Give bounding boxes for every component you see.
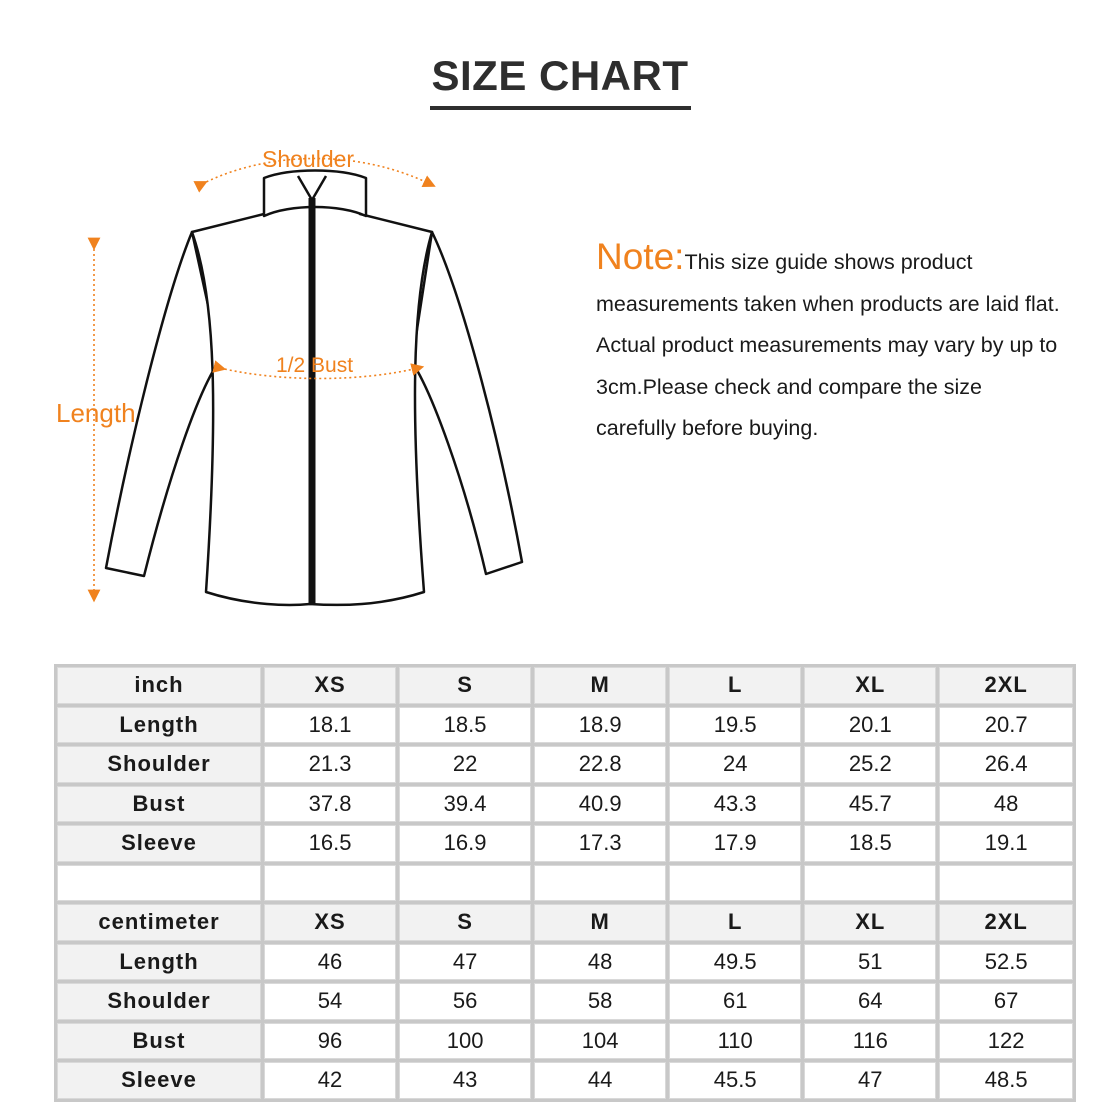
table-cell: 44	[534, 1062, 666, 1099]
table-row	[57, 1062, 1073, 1099]
unit-header-cm: centimeter	[57, 904, 261, 941]
size-header: L	[669, 904, 801, 941]
jacket-outline-icon	[40, 130, 560, 630]
row-label: Length	[57, 707, 261, 744]
spacer-cell	[264, 865, 396, 902]
table-cell: 51	[804, 944, 936, 981]
table-cell: 122	[939, 1023, 1073, 1060]
spacer-cell	[57, 865, 261, 902]
size-header: XS	[264, 904, 396, 941]
table-cell: 46	[264, 944, 396, 981]
spacer-cell	[399, 865, 531, 902]
size-header: M	[534, 667, 666, 704]
table-cell: 47	[399, 944, 531, 981]
table-cell: 25.2	[804, 746, 936, 783]
table-header-row	[57, 667, 1073, 704]
jacket-diagram	[40, 130, 560, 630]
note-heading: Note:	[596, 236, 685, 277]
size-header: XL	[804, 667, 936, 704]
table-cell: 47	[804, 1062, 936, 1099]
table-cell: 104	[534, 1023, 666, 1060]
table-row	[57, 944, 1073, 981]
table-cell: 116	[804, 1023, 936, 1060]
table-cell: 17.3	[534, 825, 666, 862]
size-header: 2XL	[939, 904, 1073, 941]
table-cell: 39.4	[399, 786, 531, 823]
table-cell: 56	[399, 983, 531, 1020]
table-cell: 24	[669, 746, 801, 783]
table-cell: 48.5	[939, 1062, 1073, 1099]
table-cell: 40.9	[534, 786, 666, 823]
table-cell: 58	[534, 983, 666, 1020]
row-label: Shoulder	[57, 746, 261, 783]
table-cell: 96	[264, 1023, 396, 1060]
table-cell: 110	[669, 1023, 801, 1060]
table-cell: 48	[939, 786, 1073, 823]
row-label: Bust	[57, 1023, 261, 1060]
table-cell: 19.1	[939, 825, 1073, 862]
table-cell: 42	[264, 1062, 396, 1099]
note-text: This size guide shows product measurements taken when products are laid flat. Actual product measurements may vary by up to 3cm.Please check and compare the size carefully before buying.	[596, 250, 1060, 440]
table-spacer-row	[57, 865, 1073, 902]
table-cell: 67	[939, 983, 1073, 1020]
spacer-cell	[669, 865, 801, 902]
row-label: Sleeve	[57, 825, 261, 862]
size-header: M	[534, 904, 666, 941]
table-cell: 20.7	[939, 707, 1073, 744]
table-cell: 43.3	[669, 786, 801, 823]
row-label: Sleeve	[57, 1062, 261, 1099]
table-row	[57, 707, 1073, 744]
table-cell: 16.9	[399, 825, 531, 862]
table-cell: 49.5	[669, 944, 801, 981]
table-cell: 19.5	[669, 707, 801, 744]
table-cell: 20.1	[804, 707, 936, 744]
table-cell: 52.5	[939, 944, 1073, 981]
table-row	[57, 825, 1073, 862]
table-cell: 37.8	[264, 786, 396, 823]
table-header-row	[57, 904, 1073, 941]
size-header: S	[399, 904, 531, 941]
bust-label: 1/2 Bust	[276, 354, 354, 377]
table-row	[57, 746, 1073, 783]
row-label: Shoulder	[57, 983, 261, 1020]
table-cell: 26.4	[939, 746, 1073, 783]
table-row	[57, 1023, 1073, 1060]
table-cell: 45.7	[804, 786, 936, 823]
table-row	[57, 983, 1073, 1020]
length-label: Length	[56, 398, 136, 428]
size-table	[54, 664, 1076, 1102]
table-cell: 45.5	[669, 1062, 801, 1099]
table-cell: 18.5	[399, 707, 531, 744]
size-header: 2XL	[939, 667, 1073, 704]
spacer-cell	[804, 865, 936, 902]
table-cell: 18.9	[534, 707, 666, 744]
shoulder-label: Shoulder	[262, 146, 355, 172]
title-block	[0, 52, 1120, 110]
table-cell: 43	[399, 1062, 531, 1099]
table-cell: 48	[534, 944, 666, 981]
table-cell: 100	[399, 1023, 531, 1060]
table-cell: 21.3	[264, 746, 396, 783]
page-title: SIZE CHART	[430, 52, 691, 110]
table-cell: 18.1	[264, 707, 396, 744]
table-cell: 54	[264, 983, 396, 1020]
size-header: S	[399, 667, 531, 704]
size-header: L	[669, 667, 801, 704]
spacer-cell	[534, 865, 666, 902]
size-header: XS	[264, 667, 396, 704]
table-cell: 64	[804, 983, 936, 1020]
row-label: Bust	[57, 786, 261, 823]
spacer-cell	[939, 865, 1073, 902]
row-label: Length	[57, 944, 261, 981]
table-cell: 22.8	[534, 746, 666, 783]
table-row	[57, 786, 1073, 823]
table-cell: 17.9	[669, 825, 801, 862]
table-cell: 16.5	[264, 825, 396, 862]
size-header: XL	[804, 904, 936, 941]
note-block	[596, 236, 1066, 450]
table-cell: 61	[669, 983, 801, 1020]
table-cell: 22	[399, 746, 531, 783]
unit-header-inch: inch	[57, 667, 261, 704]
table-cell: 18.5	[804, 825, 936, 862]
